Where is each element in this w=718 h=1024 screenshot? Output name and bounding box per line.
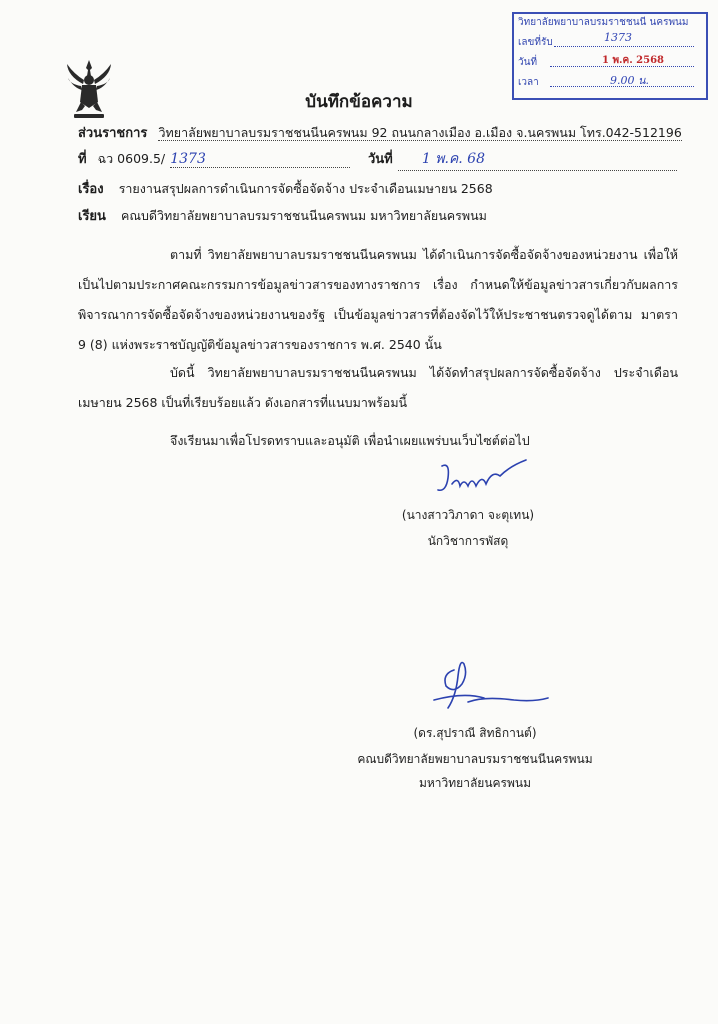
subject-line [78, 178, 493, 199]
signer1-name: (นางสาววิภาดา จะตุเทน) [401, 508, 535, 522]
stamp-recv-label: เลขที่รับ [518, 37, 553, 48]
signature-officer-icon [430, 456, 530, 500]
signer1-position: นักวิชาการพัสดุ [427, 534, 509, 548]
signer2-name: (ดร.สุปราณี สิทธิกานต์) [413, 726, 537, 740]
stamp-time-value: 9.00 น. [610, 74, 650, 87]
memo-title: บันทึกข้อความ [305, 92, 413, 112]
stamp-date-value: 1 พ.ค. 2568 [602, 55, 664, 66]
ref-label: ที่ [78, 152, 87, 167]
signature-dean-icon [424, 656, 554, 718]
signer2-position-2: มหาวิทยาลัยนครพนม [418, 776, 532, 790]
dept-value: วิทยาลัยพยาบาลบรมราชชนนีนครพนม 92 ถนนกลางเมือง อ.เมือง จ.นครพนม โทร.042-512196 [158, 125, 682, 140]
body-paragraph-1: ตามที่ วิทยาลัยพยาบาลบรมราชชนนีนครพนม ได้ดำเนินการจัดซื้อจัดจ้างของหน่วยงาน เพื่อให้เป็นไปตามประกาศคณะกรรมการข้อมูลข่าวสารของทางราชการ เรื่อง กำหนดให้ข้อมูลข่าวสารเกี่ยวกับผลการพิจารณาการจัดซื้อจัดจ้างของหน่วยงานของรัฐ เป็นข้อมูลข่าวสารที่ต้องจัดไว้ให้ประชาชนตรวจดูได้ตาม มาตรา 9 (8) แห่งพระราชบัญญัติข้อมูลข่าวสารของราชการ พ.ศ. 2540 นั้น [78, 247, 678, 352]
body-paragraph-2: บัดนี้ วิทยาลัยพยาบาลบรมราชชนนีนครพนม ได้จัดทำสรุปผลการจัดซื้อจัดจ้าง ประจำเดือนเมษายน 2568 เป็นที่เรียบร้อยแล้ว ดังเอกสารที่แนบมาพร้อมนี้ [78, 365, 678, 410]
date-line [368, 148, 677, 171]
ref-line [78, 148, 350, 169]
memo-date-label: วันที่ [368, 152, 393, 167]
stamp-date-label: วันที่ [518, 57, 538, 68]
subject-value: รายงานสรุปผลการดำเนินการจัดซื้อจัดจ้าง ประจำเดือนเมษายน 2568 [118, 181, 493, 196]
body-paragraph-3: จึงเรียนมาเพื่อโปรดทราบและอนุมัติ เพื่อนำเผยแพร่บนเว็บไซต์ต่อไป [170, 433, 530, 448]
receiving-stamp [512, 12, 708, 100]
stamp-org: วิทยาลัยพยาบาลบรมราชชนนี นครพนม [518, 17, 689, 28]
memo-date-handwritten: 1 พ.ค. 68 [398, 148, 677, 171]
to-value: คณบดีวิทยาลัยพยาบาลบรมราชชนนีนครพนม มหาวิทยาลัยนครพนม [121, 208, 487, 223]
stamp-time-label: เวลา [518, 77, 539, 88]
ref-value: ฉว 0609.5/ [97, 151, 166, 166]
ref-handwritten: 1373 [170, 151, 350, 168]
dept-line [78, 122, 682, 143]
dept-label: ส่วนราชการ [78, 126, 148, 141]
subject-label: เรื่อง [78, 182, 104, 197]
to-line [78, 205, 487, 226]
stamp-recv-no: 1373 [604, 31, 632, 44]
to-label: เรียน [78, 209, 106, 224]
signer2-position-1: คณบดีวิทยาลัยพยาบาลบรมราชชนนีนครพนม [357, 752, 593, 766]
